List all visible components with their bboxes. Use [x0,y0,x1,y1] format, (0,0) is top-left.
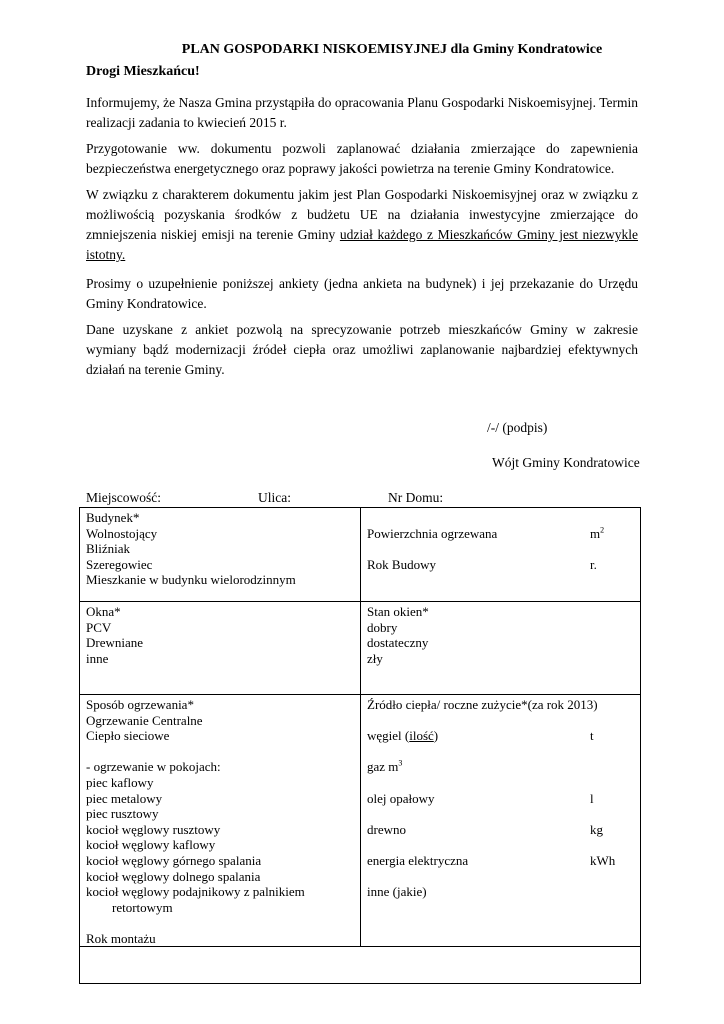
rooms-heating-option[interactable]: kocioł węglowy rusztowy [86,821,221,837]
other-source-label: inne (jakie) [367,884,427,900]
build-year-field[interactable] [367,557,634,573]
build-year-unit: r. [590,556,597,572]
blank-cell[interactable] [80,947,640,983]
survey-table [79,507,641,984]
heated-area-label: Powierzchnia ogrzewana [367,525,498,541]
heating-option[interactable]: Ogrzewanie Centralne [86,712,203,728]
other-source-field[interactable] [367,884,634,900]
heated-area-field[interactable] [367,526,634,542]
coal-unit: t [590,728,594,744]
windows-row [79,601,641,694]
oil-field[interactable] [367,791,634,807]
windows-option[interactable]: Drewniane [86,635,144,651]
rooms-heating-header: - ogrzewanie w pokojach: [86,759,221,775]
building-option[interactable]: Bliźniak [86,541,131,557]
address-fields [86,490,638,508]
oil-label: olej opałowy [367,790,435,806]
windows-option[interactable]: PCV [86,619,112,635]
building-option[interactable]: Wolnostojący [86,525,158,541]
coal-label: węgiel (ilość) [367,728,439,744]
build-year-label: Rok Budowy [367,556,436,572]
gas-field[interactable] [367,759,634,775]
electric-field[interactable] [367,853,634,869]
paragraph-4: Prosimy o uzupełnienie poniższej ankiety (jedna ankieta na budynek) i jej przekazanie do Urzędu Gminy Kondratowice. [86,276,638,311]
building-details-cell [361,508,640,601]
wood-label: drewno [367,821,406,837]
windows-state-cell [361,602,640,694]
wood-unit: kg [590,821,603,837]
electric-label: energia elektryczna [367,852,469,868]
paragraph-3-text: W związku z charakterem dokumentu jakim jest Plan Gospodarki Niskoemisyjnej oraz w związku z możliwością pozyskania środków z budżetu UE na działania inwestycyjne zmierzające do zmniejszenia niskiej emisji na terenie Gminy [86,187,638,242]
signature-title: Wójt Gminy Kondratowice [492,455,640,470]
windows-state-header: Stan okien* [367,604,429,619]
windows-header: Okna* [86,604,121,619]
heating-row [79,694,641,946]
page-title: PLAN GOSPODARKI NISKOEMISYJNEJ dla Gminy Kondratowice [181,42,603,57]
windows-state-option[interactable]: dobry [367,619,398,635]
paragraph-5: Dane uzyskane z ankiet pozwolą na sprecyzowanie potrzeb mieszkańców Gminy w zakresie wymiany bądź modernizacji źródeł ciepła oraz umożliwi zaplanowanie najbardziej efektywnych działań na terenie Gminy. [86,322,638,377]
building-type-cell [80,508,361,601]
rooms-heating-option[interactable]: piec metalowy [86,790,163,806]
heating-option[interactable]: Ciepło sieciowe [86,728,170,744]
windows-option[interactable]: inne [86,650,109,666]
greeting: Drogi Mieszkańcu! [86,64,200,79]
rooms-heating-option[interactable]: kocioł węglowy podajnikowy z palnikiem [86,884,305,900]
rooms-heating-option[interactable]: piec rusztowy [86,806,159,822]
heating-header: Sposób ogrzewania* [86,697,194,712]
heat-source-cell [361,695,640,946]
street-label: Ulica: [258,490,291,505]
windows-type-cell [80,602,361,694]
wood-field[interactable] [367,822,634,838]
gas-label: gaz $m^3$ [367,759,403,775]
paragraph-1: Informujemy, że Nasza Gmina przystąpiła do opracowania Planu Gospodarki Niskoemisyjnej. Termin realizacji zadania to kwiecień 2015 r. [86,95,638,130]
place-label: Miejscowość: [86,490,161,505]
heated-area-unit: $m^2$ [590,525,605,541]
oil-unit: l [590,790,594,806]
paragraph-2: Przygotowanie ww. dokumentu pozwoli zaplanować działania zmierzające do zapewnienia bezpieczeństwa energetycznego oraz poprawy jakości powietrza na terenie Gminy Kondratowice. [86,141,638,176]
house-number-label: Nr Domu: [388,490,444,505]
building-row [79,507,641,601]
heat-source-header: Źródło ciepła/ roczne zużycie*(za rok 2013) [367,697,598,712]
rooms-heating-option[interactable]: kocioł węglowy kaflowy [86,837,216,853]
building-option[interactable]: Mieszkanie w budynku wielorodzinnym [86,572,296,588]
windows-state-option[interactable]: zły [367,650,383,666]
rooms-heating-option[interactable]: kocioł węglowy dolnego spalania [86,868,261,884]
rooms-heating-option-continued: retortowym [112,899,173,915]
electric-unit: kWh [590,852,616,868]
rooms-heating-option[interactable]: piec kaflowy [86,774,154,790]
blank-row [79,946,641,984]
building-option[interactable]: Szeregowiec [86,556,153,572]
signature-line: /-/ (podpis) [487,420,548,435]
windows-state-option[interactable]: dostateczny [367,635,429,651]
heating-method-cell [80,695,361,946]
building-header: Budynek* [86,510,140,525]
rooms-heating-option[interactable]: kocioł węglowy górnego spalania [86,852,262,868]
coal-field[interactable] [367,728,634,744]
install-year-label[interactable]: Rok montażu [86,930,156,946]
paragraph-3-emphasis: udział każdego z Mieszkańców Gminy jest niezwykle istotny. [86,227,638,262]
paragraph-3 [86,185,638,265]
